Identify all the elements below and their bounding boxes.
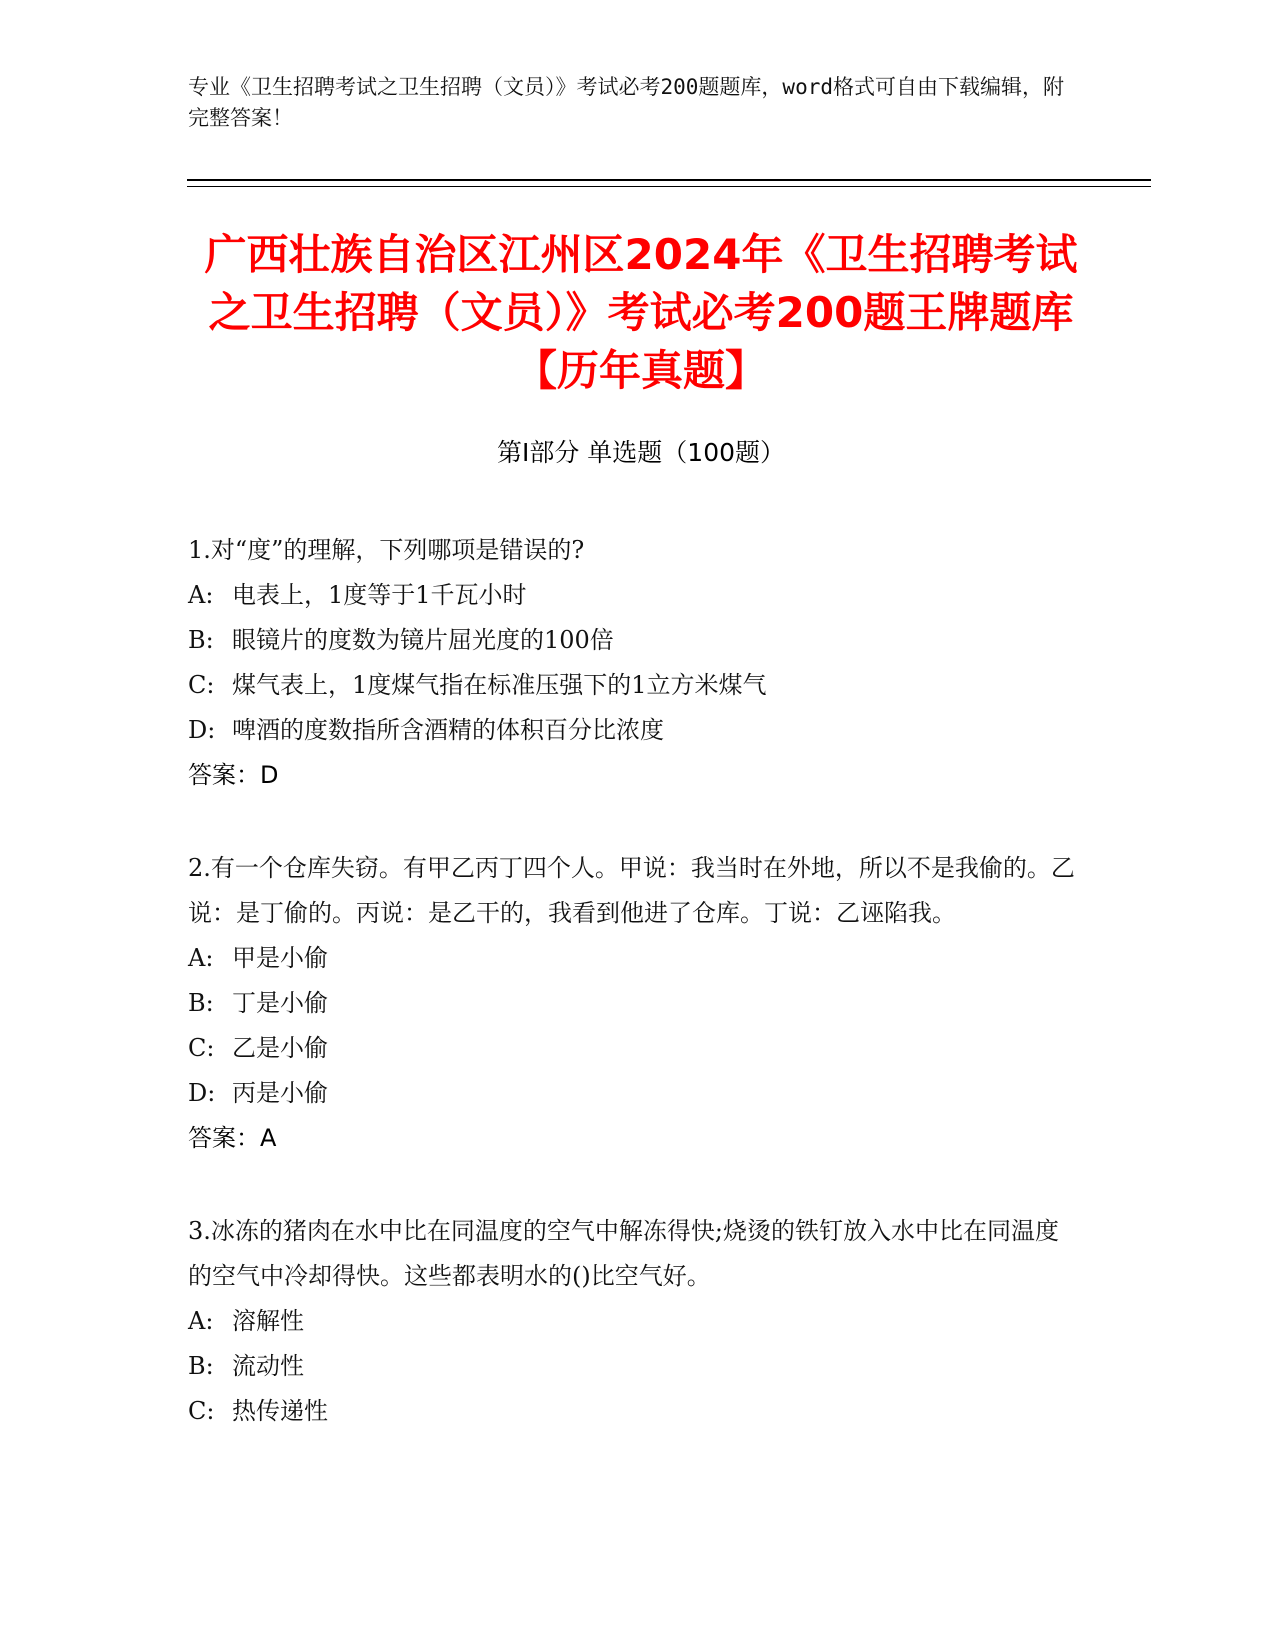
option-text: 啤酒的度数指所含酒精的体积百分比浓度	[232, 716, 664, 744]
option-letter: C:	[188, 1034, 215, 1062]
option-text: 乙是小偷	[232, 1034, 328, 1062]
option-text: 甲是小偷	[232, 944, 328, 972]
question-list	[188, 528, 1080, 1434]
option-letter: A:	[188, 581, 214, 609]
answer-line: 答案：A	[188, 1124, 277, 1152]
option-letter: A:	[188, 944, 214, 972]
question-1	[188, 528, 1080, 798]
option-letter: C:	[188, 1397, 215, 1425]
option-b	[188, 981, 1080, 1026]
header-rule-thin	[187, 186, 1151, 187]
option-c	[188, 663, 1080, 708]
option-b	[188, 618, 1080, 663]
option-b	[188, 1344, 1080, 1389]
option-text: 电表上，1度等于1千瓦小时	[232, 581, 527, 609]
header-rule-thick	[187, 179, 1151, 181]
option-d	[188, 708, 1080, 753]
option-text: 热传递性	[232, 1397, 328, 1425]
question-stem: 1.对“度”的理解，下列哪项是错误的?	[188, 536, 585, 564]
option-text: 流动性	[232, 1352, 304, 1380]
option-letter: D:	[188, 1079, 216, 1107]
option-letter: B:	[188, 989, 214, 1017]
option-letter: B:	[188, 1352, 214, 1380]
option-letter: B:	[188, 626, 214, 654]
option-a	[188, 573, 1080, 618]
question-stem: 2.有一个仓库失窃。有甲乙丙丁四个人。甲说：我当时在外地，所以不是我偷的。乙说：是丁偷的。丙说：是乙干的，我看到他进了仓库。丁说：乙诬陷我。	[188, 854, 1075, 927]
option-a	[188, 1299, 1080, 1344]
question-stem: 3.冰冻的猪肉在水中比在同温度的空气中解冻得快;烧烫的铁钉放入水中比在同温度的空气中冷却得快。这些都表明水的()比空气好。	[188, 1217, 1059, 1290]
header-note: 专业《卫生招聘考试之卫生招聘（文员）》考试必考200题题库，word格式可自由下载编辑，附完整答案！	[188, 75, 1064, 130]
section-heading: 第I部分 单选题（100题）	[496, 438, 786, 467]
option-c	[188, 1389, 1080, 1434]
option-letter: D:	[188, 716, 216, 744]
option-d	[188, 1071, 1080, 1116]
option-text: 丙是小偷	[232, 1079, 328, 1107]
option-letter: C:	[188, 671, 215, 699]
option-c	[188, 1026, 1080, 1071]
question-2	[188, 846, 1080, 1161]
document-title: 广西壮族自治区江州区2024年《卫生招聘考试之卫生招聘（文员）》考试必考200题王牌题库【历年真题】	[204, 230, 1078, 395]
answer-line: 答案：D	[188, 761, 279, 789]
option-text: 丁是小偷	[232, 989, 328, 1017]
option-letter: A:	[188, 1307, 214, 1335]
question-3	[188, 1209, 1080, 1434]
option-a	[188, 936, 1080, 981]
option-text: 眼镜片的度数为镜片屈光度的100倍	[232, 626, 614, 654]
option-text: 溶解性	[232, 1307, 304, 1335]
option-text: 煤气表上，1度煤气指在标准压强下的1立方米煤气	[232, 671, 767, 699]
